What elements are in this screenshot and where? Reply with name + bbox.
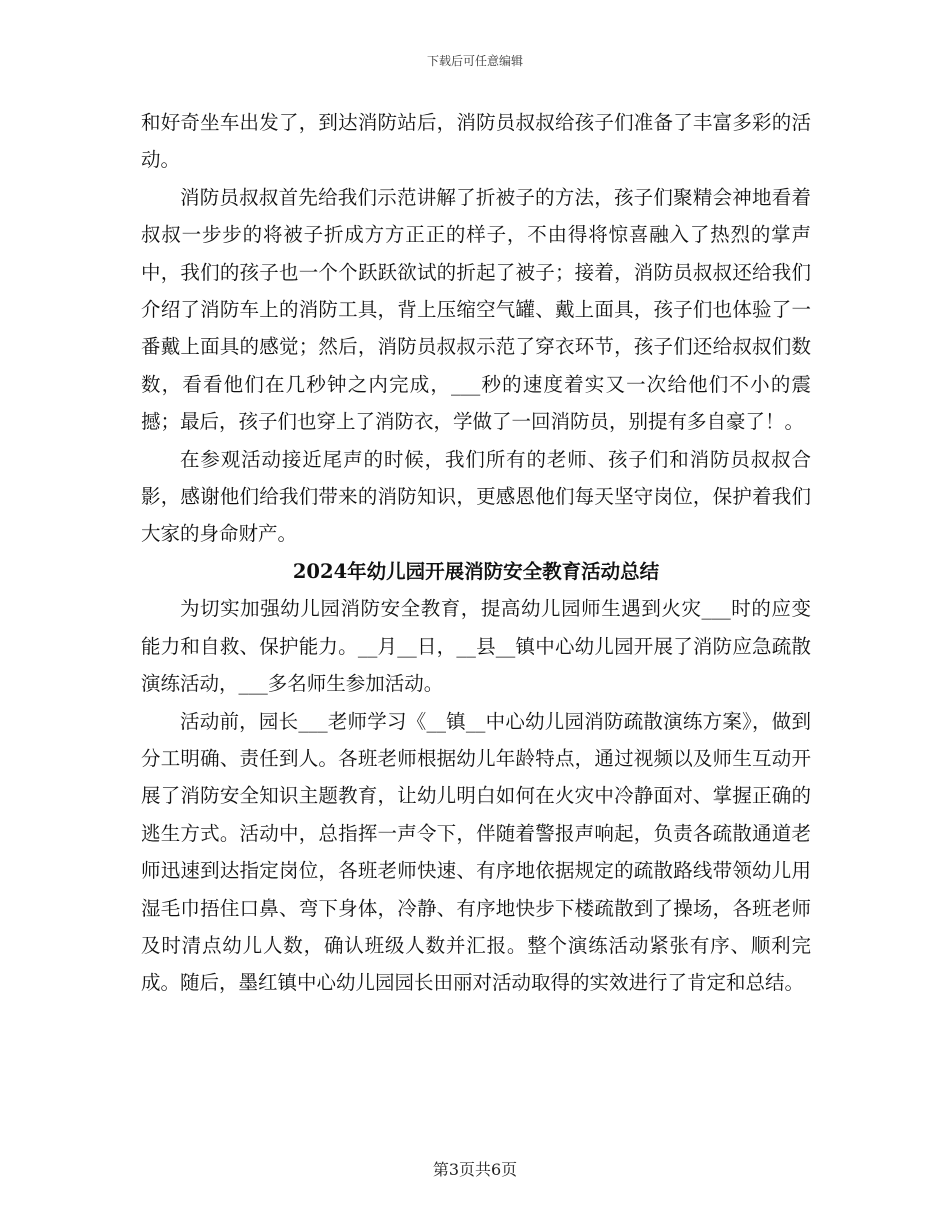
page-header: 下载后可任意编辑 <box>426 54 523 68</box>
paragraph-continued: 和好奇坐车出发了，到达消防站后，消防员叔叔给孩子们准备了丰富多彩的活动。 <box>141 111 811 172</box>
paragraph-drill-details: 活动前，园长___老师学习《__镇__中心幼儿园消防疏散演练方案》，做到分工明确、责任到人。各班老师根据幼儿年龄特点，通过视频以及师生互动开展了消防安全知识主题教育，让幼儿明白如何在火灾中冷静面对、掌握正确的逃生方式。活动中，总指挥一声令下，伴随着警报声响起，负责各疏散通道老师迅速到达指定岗位，各班老师快速、有序地依据规定的疏散路线带领幼儿用湿毛巾捂住口鼻、弯下身体，冷静、有序地快步下楼疏散到了操场，各班老师及时清点幼儿人数，确认班级人数并汇报。整个演练活动紧张有序、顺利完成。随后，墨红镇中心幼儿园园长田丽对活动取得的实效进行了肯定和总结。 <box>141 709 811 995</box>
paragraph-firefighter-demo: 消防员叔叔首先给我们示范讲解了折被子的方法，孩子们聚精会神地看着叔叔一步步的将被子折成方方正正的样子，不由得将惊喜融入了热烈的掌声中，我们的孩子也一个个跃跃欲试的折起了被子；接着，消防员叔叔还给我们介绍了消防车上的消防工具，背上压缩空气罐、戴上面具，孩子们也体验了一番戴上面具的感觉；然后，消防员叔叔示范了穿衣环节，孩子们还给叔叔们数数，看看他们在几秒钟之内完成，___秒的速度着实又一次给他们不小的震撼；最后，孩子们也穿上了消防衣，学做了一回消防员，别提有多自豪了！。 <box>141 185 811 434</box>
page-number: 第3页共6页 <box>432 1160 518 1179</box>
paragraph-intro-drill: 为切实加强幼儿园消防安全教育，提高幼儿园师生遇到火灾___时的应变能力和自救、保护能力。__月__日，__县__镇中心幼儿园开展了消防应急疏散演练活动，___多名师生参加活动。 <box>141 597 811 696</box>
section-title: 2024年幼儿园开展消防安全教育活动总结 <box>292 559 660 583</box>
document-body <box>141 104 811 1002</box>
paragraph-closing-visit: 在参观活动接近尾声的时候，我们所有的老师、孩子们和消防员叔叔合影，感谢他们给我们带来的消防知识，更感恩他们每天坚守岗位，保护着我们大家的身命财产。 <box>141 447 811 546</box>
